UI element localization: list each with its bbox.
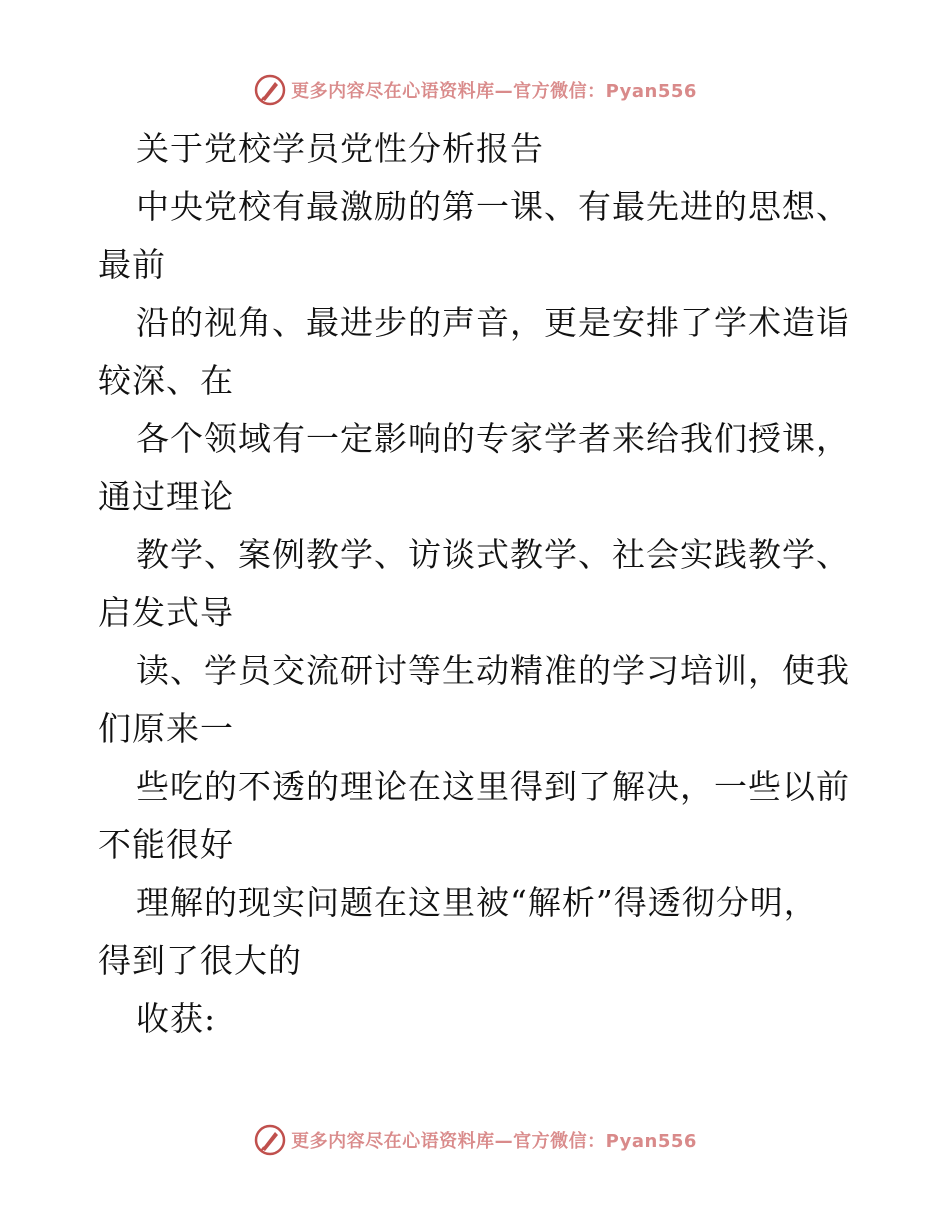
quill-logo-icon	[253, 1123, 287, 1157]
quill-logo-icon	[253, 73, 287, 107]
document-line: 得到了很大的	[98, 941, 302, 980]
watermark-footer	[0, 1122, 950, 1158]
document-line: 些吃的不透的理论在这里得到了解决，一些以前	[136, 767, 850, 806]
document-body	[98, 120, 878, 1048]
document-line: 读、学员交流研讨等生动精准的学习培训，使我	[136, 651, 850, 690]
document-line: 最前	[98, 245, 166, 284]
document-line: 沿的视角、最进步的声音，更是安排了学术造诣	[136, 303, 850, 342]
document-line: 通过理论	[98, 477, 234, 516]
document-line: 关于党校学员党性分析报告	[136, 129, 544, 168]
document-line: 启发式导	[98, 593, 234, 632]
document-line: 收获:	[136, 999, 217, 1038]
watermark-text: 更多内容尽在心语资料库—官方微信：Pyan556	[291, 81, 697, 102]
document-line: 中央党校有最激励的第一课、有最先进的思想、	[136, 187, 850, 226]
document-line: 理解的现实问题在这里被“解析”得透彻分明，	[136, 883, 818, 922]
document-line: 不能很好	[98, 825, 234, 864]
watermark-header	[0, 72, 950, 108]
document-line: 教学、案例教学、访谈式教学、社会实践教学、	[136, 535, 850, 574]
watermark-text: 更多内容尽在心语资料库—官方微信：Pyan556	[291, 1131, 697, 1152]
document-line: 各个领域有一定影响的专家学者来给我们授课，	[136, 419, 850, 458]
document-line: 们原来一	[98, 709, 234, 748]
document-line: 较深、在	[98, 361, 234, 400]
